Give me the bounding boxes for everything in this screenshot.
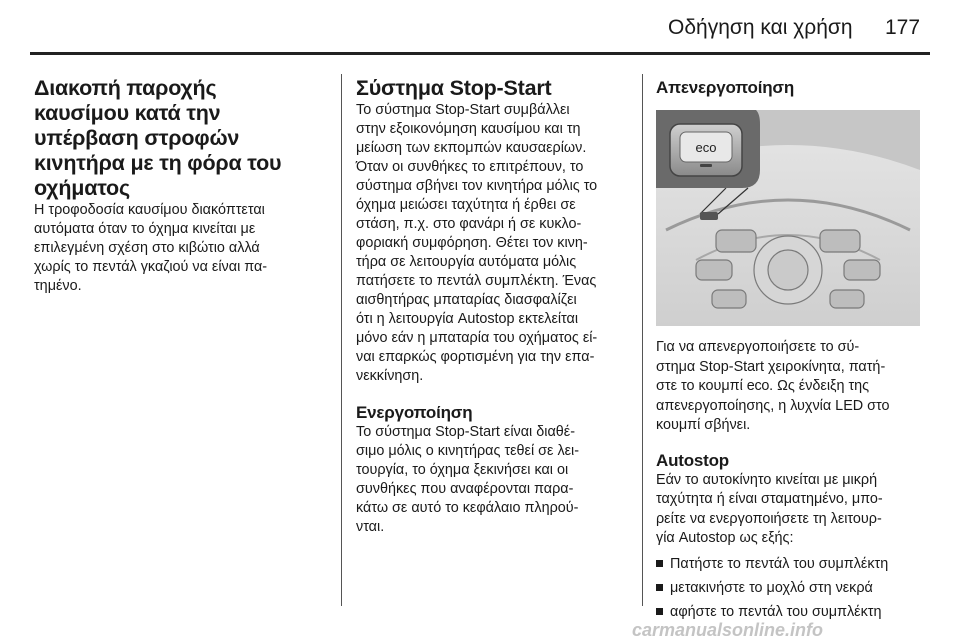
list-item: αφήστε το πεντάλ του συμπλέκτη [656,603,926,622]
chapter-title: Οδήγηση και χρήση [668,16,853,39]
section-heading-deactivation: Απενεργοποίηση [656,78,795,97]
column-fuel-cutoff [34,76,326,296]
subheading-autostop: Autostop [656,450,729,470]
eco-button-photo [656,110,920,326]
bullet-square-icon [656,560,663,567]
column-divider-2 [642,74,643,606]
activation-paragraph: Το σύστημα Stop-Start είναι διαθέ- σιμο μόλις ο κινητήρας τεθεί σε λει- τουργία, το όχημα ξεκινήσει και οι συνθήκες που αναφέρονται παρα- κάτω σε αυτό το κεφάλαιο πληρού- νται. [356,424,580,535]
header-rule [30,52,930,55]
autostop-steps [656,555,926,622]
stop-start-paragraph: Το σύστημα Stop-Start συμβάλλει στην εξοικονόμηση καυσίμου και τη μείωση των εκπομπών καυσαερίων. Όταν οι συνθήκες το επιτρέπουν, το σύστημα σβήνει τον κινητήρα μόλις το όχημα μειώσει ταχύτητα ή έρθει σε στάση, π.χ. στο φανάρι ή σε κυκλο- φοριακή συμφόρηση. Θέτει τον κινη- τήρα σε λειτουργία αυτόματα μόλις πατήσετε το πεντάλ συμπλέκτη. Ένας αισθητήρας μπαταρίας διασφαλίζει ότι η λειτουργία Autostop εκτελείται μόνο εάν η μπαταρία του οχήματος εί- ναι επαρκώς φορτισμένη για την επα- νεκκίνηση. [356,102,598,384]
page-number: 177 [885,16,921,39]
section-heading-stop-start: Σύστημα Stop-Start [356,76,552,100]
eco-key-label: eco [746,378,770,394]
dashboard-illustration [656,110,920,326]
autostop-paragraph: Εάν το αυτοκίνητο κινείται με μικρή ταχύτητα ή είναι σταματημένο, μπο- ρείτε να ενεργοποιήσετε τη λειτουρ- γία Autostop ως εξής: [656,471,883,546]
subheading-activation: Ενεργοποίηση [356,403,473,422]
bullet-square-icon [656,608,663,615]
list-item: μετακινήστε το μοχλό στη νεκρά [656,579,926,598]
deactivation-paragraph: Για να απενεργοποιήσετε το σύ- στημα Stop-Start χειροκίνητα, πατή- στε το κουμπί eco. Ως ένδειξη της απενεργοποίησης, η λυχνία LED στο κουμπί σβήνει. [656,339,890,433]
fuel-cutoff-paragraph: Η τροφοδοσία καυσίμου διακόπτεται αυτόματα όταν το όχημα κινείται με επιλεγμένη σχέση στο κιβώτιο αλλά χωρίς το πεντάλ γκαζιού να είναι πα- τημένο. [34,202,268,294]
column-divider-1 [341,74,342,606]
page-header [0,0,960,58]
eco-button-label: eco [695,140,717,155]
list-item: Πατήστε το πεντάλ του συμπλέκτη [656,555,926,574]
bullet-square-icon [656,584,663,591]
watermark: carmanualsonline.info [632,620,824,640]
column-stop-start [356,76,638,537]
section-heading-fuel-cutoff: Διακοπή παροχής καυσίμου κατά την υπέρβαση στροφών κινητήρα με τη φόρα του οχήματος [34,76,282,200]
column-deactivation [656,76,926,627]
